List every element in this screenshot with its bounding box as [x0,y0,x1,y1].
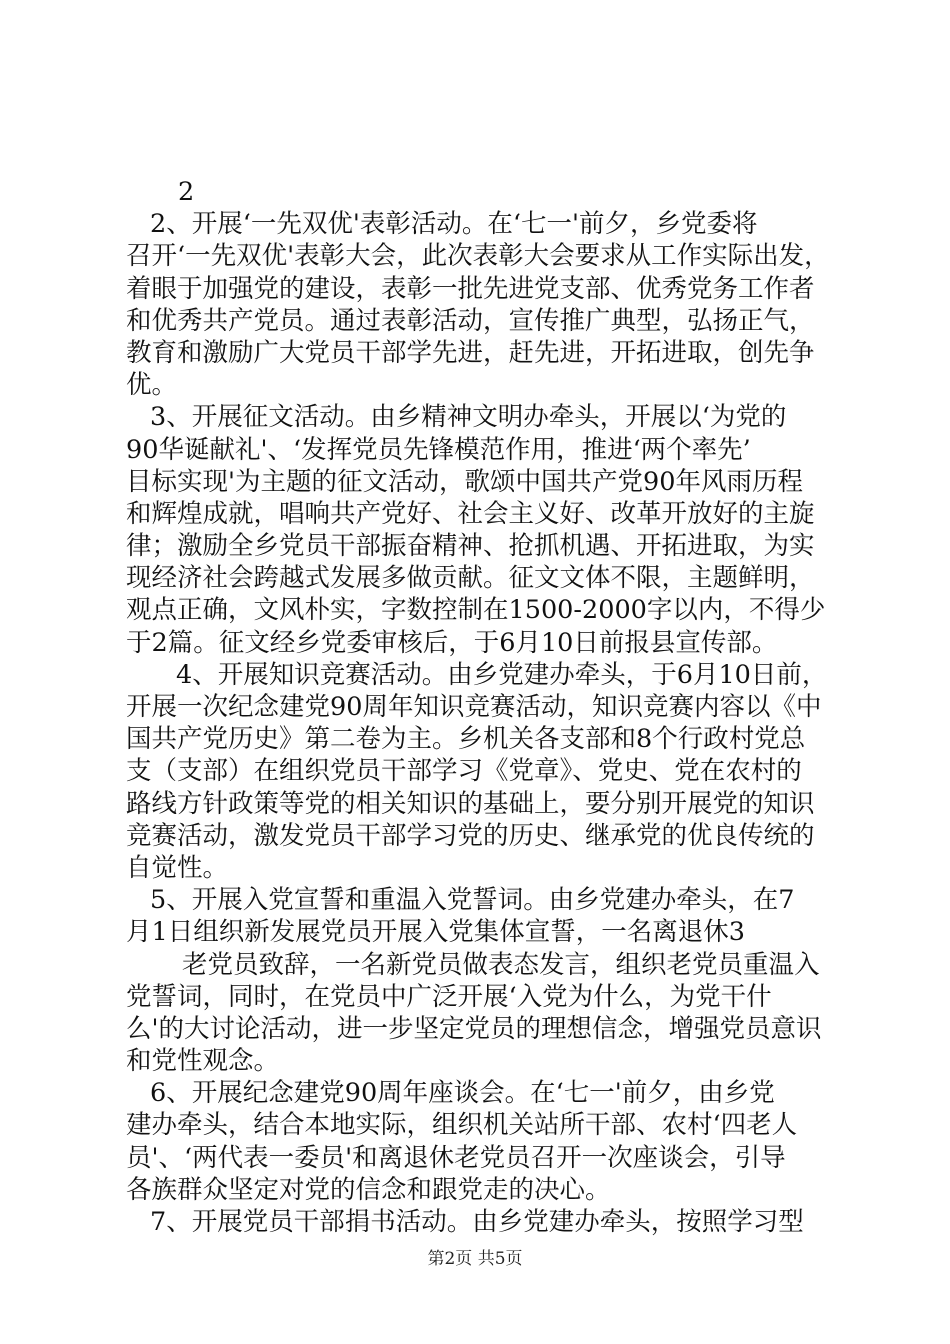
paragraph-3-line: 和辉煌成就，唱响共产党好、社会主义好、改革开放好的主旋 [126,498,815,529]
paragraph-4-line: 开展一次纪念建党90周年知识竞赛活动，知识竞赛内容以《中 [126,692,822,722]
paragraph-5-line: 党誓词，同时，在党员中广泛开展‘入党为什么，为党干什 [126,981,772,1012]
paragraph-5-line: 和党性观念。 [126,1046,280,1077]
paragraph-4-line: 支（支部）在组织党员干部学习《党章》、党史、党在农村的 [126,756,802,787]
paragraph-6-line: 建办牵头，结合本地实际，组织机关站所干部、农村‘四老人 [126,1110,798,1141]
paragraph-3-line: 3、开展征文活动。由乡精神文明办牵头，开展以‘为党的 [150,402,787,433]
paragraph-3-line: 于2篇。征文经乡党委审核后，于6月10日前报县宣传部。 [126,627,778,658]
paragraph-2-line: 和优秀共产党员。通过表彰活动，宣传推广典型，弘扬正气， [126,305,815,336]
paragraph-2-line: 着眼于加强党的建设，表彰一批先进党支部、优秀党务工作者 [126,273,815,304]
paragraph-5-line: 老党员致辞，一名新党员做表态发言，组织老党员重温入 [182,949,820,980]
paragraph-3-line: 目标实现'为主题的征文活动，歌颂中国共产党90年风雨历程 [126,466,803,497]
paragraph-2-line: 2、开展‘一先双优'表彰活动。在‘七一'前夕，乡党委将 [150,209,758,240]
paragraph-4-line: 4、开展知识竞赛活动。由乡党建办牵头，于6月10日前， [176,659,828,690]
paragraph-4-line: 路线方针政策等党的相关知识的基础上，要分别开展党的知识 [126,788,815,819]
paragraph-2-line: 教育和激励广大党员干部学先进，赶先进，开拓进取，创先争 [126,337,815,368]
paragraph-2-line: 优。 [126,370,178,401]
page-number-marker: 2 [178,177,195,207]
paragraph-5-line: 5、开展入党宣誓和重温入党誓词。由乡党建办牵头，在7 [150,885,795,916]
paragraph-3-line: 观点正确，文风朴实，字数控制在1500-2000字以内，不得少 [126,595,826,626]
paragraph-3-line: 90华诞献礼'、‘发挥党员先锋模范作用，推进‘两个率先’ [126,434,751,465]
paragraph-2-line: 召开‘一先双优'表彰大会，此次表彰大会要求从工作实际出发， [126,241,830,272]
document-body [126,176,838,1238]
paragraph-6-line: 各族群众坚定对党的信念和跟党走的决心。 [126,1174,611,1205]
paragraph-7-line: 7、开展党员干部捐书活动。由乡党建办牵头，按照学习型 [150,1207,804,1237]
page-footer: 第2页 共5页 [427,1249,523,1269]
paragraph-5-line: 么'的大讨论活动，进一步坚定党员的理想信念，增强党员意识 [126,1013,822,1044]
paragraph-3-line: 现经济社会跨越式发展多做贡献。征文文体不限，主题鲜明， [126,563,815,594]
paragraph-6-line: 员'、‘两代表一委员'和离退休老党员召开一次座谈会，引导 [126,1142,786,1173]
paragraph-3-line: 律；激励全乡党员干部振奋精神、抢抓机遇、开拓进取，为实 [126,531,815,562]
paragraph-5-line: 月1日组织新发展党员开展入党集体宣誓，一名离退休3 [126,917,745,948]
paragraph-4-line: 竞赛活动，激发党员干部学习党的历史、继承党的优良传统的 [126,820,815,851]
paragraph-6-line: 6、开展纪念建党90周年座谈会。在‘七一'前夕，由乡党 [150,1078,775,1109]
paragraph-4-line: 国共产党历史》第二卷为主。乡机关各支部和8个行政村党总 [126,724,806,755]
paragraph-4-line: 自觉性。 [126,852,229,883]
